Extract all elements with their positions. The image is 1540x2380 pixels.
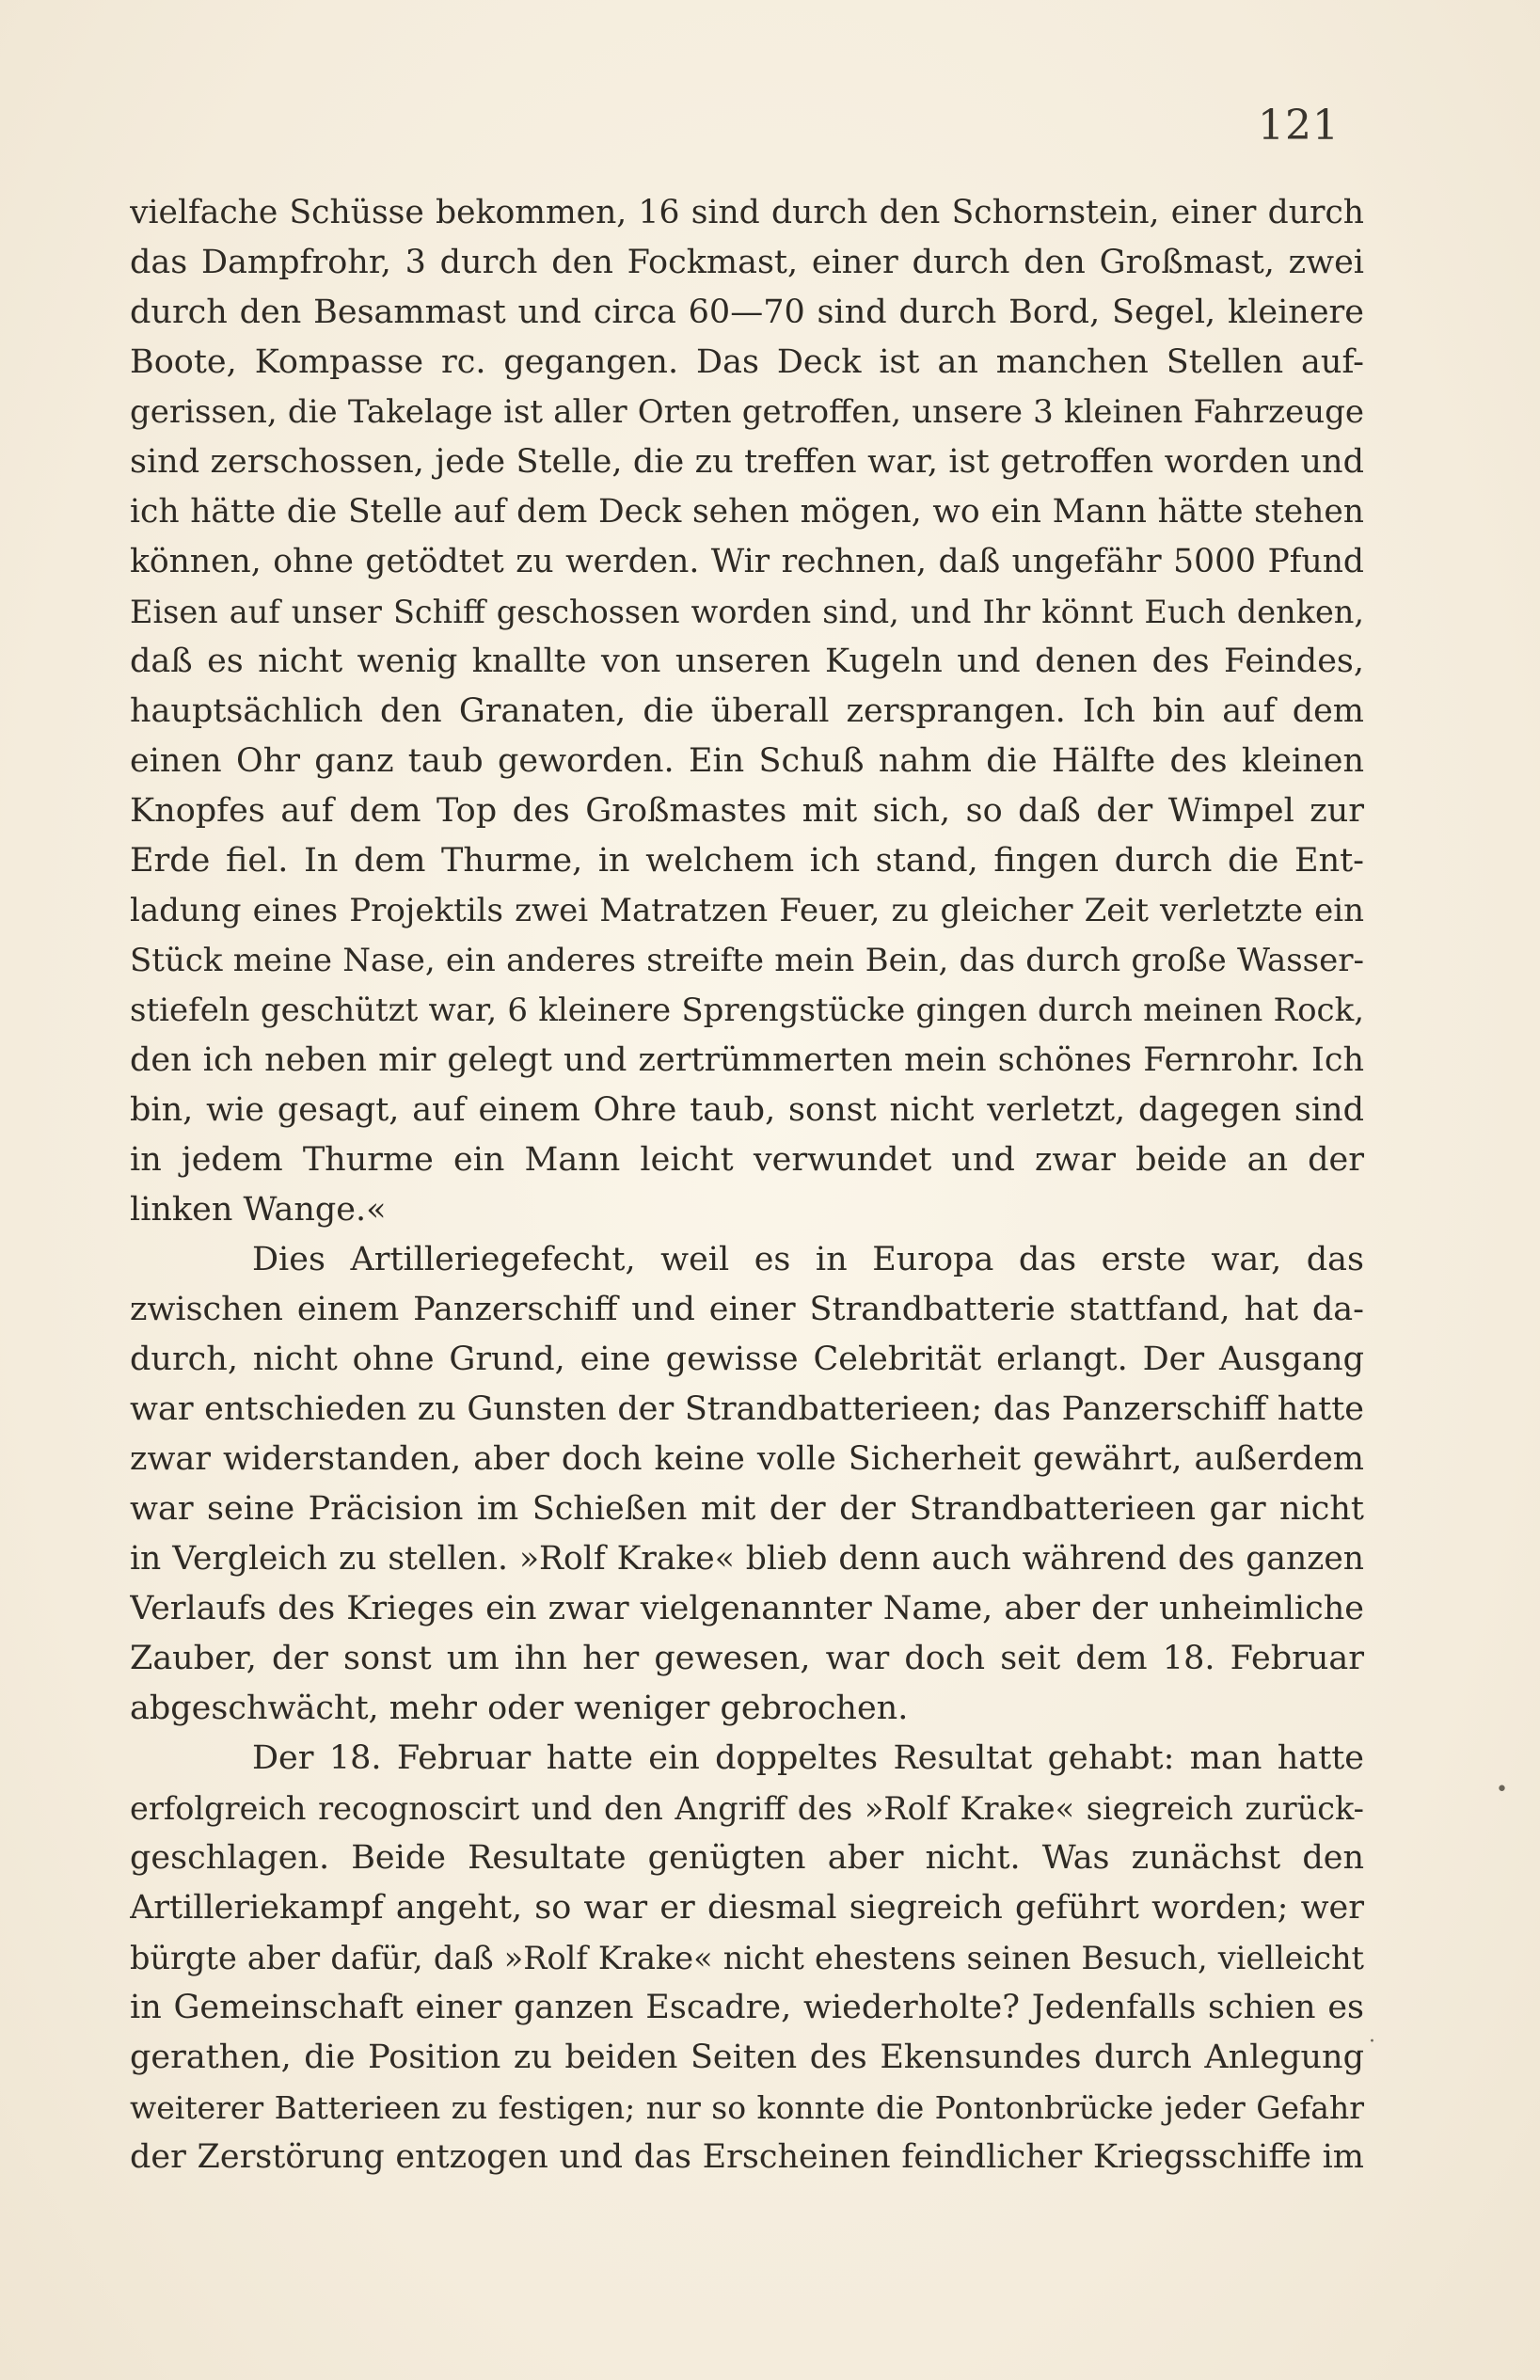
text-line: können, ohne getödtet zu werden. Wir rechnen, daß ungefähr 5000 Pfund [130,543,1364,580]
text-line: das Dampfrohr, 3 durch den Fockmast, einer durch den Großmast, zwei [130,244,1364,281]
paragraph-start-line: Dies Artilleriegefecht, weil es in Europa das erste war, das [252,1241,1364,1278]
body-text [130,188,1364,2182]
text-line: daß es nicht wenig knallte von unseren Kugeln und denen des Feindes, [130,643,1364,680]
text-line: Eisen auf unser Schiff geschossen worden sind, und Ihr könnt Euch denken, [130,594,1364,630]
text-line: ladung eines Projektils zwei Matratzen Feuer, zu gleicher Zeit verletzte ein [130,892,1364,929]
text-line: bürgte aber dafür, daß »Rolf Krake« nicht ehestens seinen Besuch, vielleicht [130,1940,1364,1976]
text-line: in Vergleich zu stellen. »Rolf Krake« blieb denn auch während des ganzen [130,1540,1364,1578]
paragraph-start-line: Der 18. Februar hatte ein doppeltes Resultat gehabt: man hatte [252,1739,1364,1777]
text-line: durch den Besammast und circa 60—70 sind durch Bord, Segel, kleinere [130,294,1364,331]
text-line: war entschieden zu Gunsten der Strandbatterieen; das Panzerschiff hatte [130,1390,1364,1428]
text-line: vielfache Schüsse bekommen, 16 sind durch den Schornstein, einer durch [130,194,1364,231]
text-line: Artilleriekampf angeht, so war er diesmal siegreich geführt worden; wer [130,1889,1364,1927]
text-line: hauptsächlich den Granaten, die überall zersprangen. Ich bin auf dem [130,692,1364,730]
text-line: bin, wie gesagt, auf einem Ohre taub, sonst nicht verletzt, dagegen sind [130,1091,1364,1129]
text-line: Knopfes auf dem Top des Großmastes mit sich, so daß der Wimpel zur [130,792,1364,830]
text-line: stiefeln geschützt war, 6 kleinere Sprengstücke gingen durch meinen Rock, [130,992,1364,1029]
text-line: Erde fiel. In dem Thurme, in welchem ich stand, fingen durch die Ent- [130,842,1364,880]
margin-speck: · [1369,2030,1375,2054]
text-line: einen Ohr ganz taub geworden. Ein Schuß nahm die Hälfte des kleinen [130,742,1364,780]
text-line: erfolgreich recognoscirt und den Angriff des »Rolf Krake« siegreich zurück- [130,1790,1364,1827]
text-line: Verlaufs des Krieges ein zwar vielgenannter Name, aber der unheimliche [130,1590,1364,1627]
page-number: 121 [1258,102,1340,150]
text-line: weiterer Batterieen zu festigen; nur so konnte die Pontonbrücke jeder Gefahr [130,2089,1364,2126]
text-line: Zauber, der sonst um ihn her gewesen, war doch seit dem 18. Februar [130,1640,1364,1677]
text-line: zwischen einem Panzerschiff und einer Strandbatterie stattfand, hat da- [130,1291,1364,1328]
text-line: linken Wange.« [130,1191,387,1229]
text-line: gerissen, die Takelage ist aller Orten getroffen, unsere 3 kleinen Fahrzeuge [130,393,1364,431]
text-line: den ich neben mir gelegt und zertrümmerten mein schönes Fernrohr. Ich [130,1041,1364,1079]
text-line: in Gemeinschaft einer ganzen Escadre, wiederholte? Jedenfalls schien es [130,1989,1364,2026]
text-line: zwar widerstanden, aber doch keine volle Sicherheit gewährt, außerdem [130,1440,1364,1478]
text-line: Stück meine Nase, ein anderes streifte mein Bein, das durch große Wasser- [130,942,1364,979]
text-line: durch, nicht ohne Grund, eine gewisse Celebrität erlangt. Der Ausgang [130,1341,1364,1378]
text-line: geschlagen. Beide Resultate genügten aber nicht. Was zunächst den [130,1839,1364,1877]
text-line: der Zerstörung entzogen und das Erscheinen feindlicher Kriegsschiffe im [130,2138,1364,2176]
text-line: ich hätte die Stelle auf dem Deck sehen mögen, wo ein Mann hätte stehen [130,493,1364,531]
text-line: Boote, Kompasse rc. gegangen. Das Deck ist an manchen Stellen auf- [130,343,1364,381]
text-line: abgeschwächt, mehr oder weniger gebrochen. [130,1690,909,1727]
text-line: gerathen, die Position zu beiden Seiten des Ekensundes durch Anlegung [130,2039,1364,2076]
margin-speck: • [1496,1778,1508,1801]
text-line: sind zerschossen, jede Stelle, die zu treffen war, ist getroffen worden und [130,443,1364,481]
text-line: war seine Präcision im Schießen mit der der Strandbatterieen gar nicht [130,1490,1364,1528]
text-line: in jedem Thurme ein Mann leicht verwundet und zwar beide an der [130,1141,1364,1179]
